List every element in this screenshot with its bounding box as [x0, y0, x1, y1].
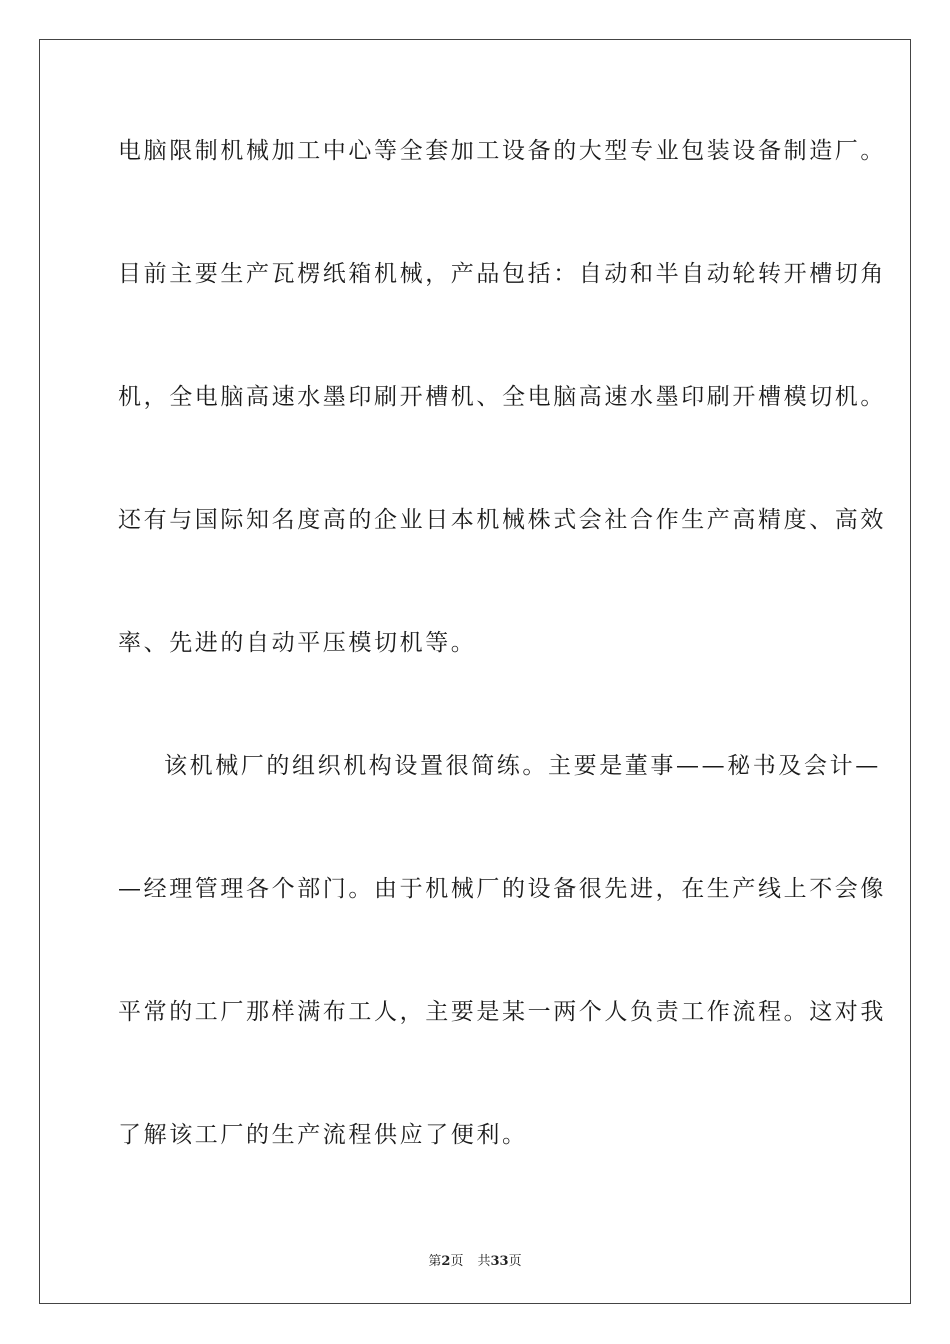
page-border: [39, 39, 911, 1304]
text-line-8: 平常的工厂那样满布工人，主要是某一两个人负责工作流程。这对我: [118, 999, 886, 1025]
text-line-5: 率、先进的自动平压模切机等。: [118, 630, 477, 656]
page-prefix: 第: [428, 1254, 442, 1269]
total-pages: 33: [490, 1254, 509, 1269]
total-prefix: 共: [477, 1254, 491, 1269]
text-line-9: 了解该工厂的生产流程供应了便利。: [118, 1122, 528, 1148]
text-line-3: 机，全电脑高速水墨印刷开槽机、全电脑高速水墨印刷开槽模切机。: [118, 384, 886, 410]
total-suffix: 页: [508, 1254, 522, 1269]
page-number: 2: [441, 1254, 451, 1269]
text-line-7: —经理管理各个部门。由于机械厂的设备很先进，在生产线上不会像: [118, 876, 886, 902]
text-line-1: 电脑限制机械加工中心等全套加工设备的大型专业包装设备制造厂。: [118, 138, 886, 164]
page-footer: [0, 1250, 950, 1269]
page-suffix: 页: [450, 1254, 464, 1269]
text-line-4: 还有与国际知名度高的企业日本机械株式会社合作生产高精度、高效: [118, 507, 886, 533]
text-line-6: 该机械厂的组织机构设置很简练。主要是董事——秘书及会计—: [164, 753, 881, 779]
text-line-2: 目前主要生产瓦楞纸箱机械，产品包括：自动和半自动轮转开槽切角: [118, 261, 886, 287]
